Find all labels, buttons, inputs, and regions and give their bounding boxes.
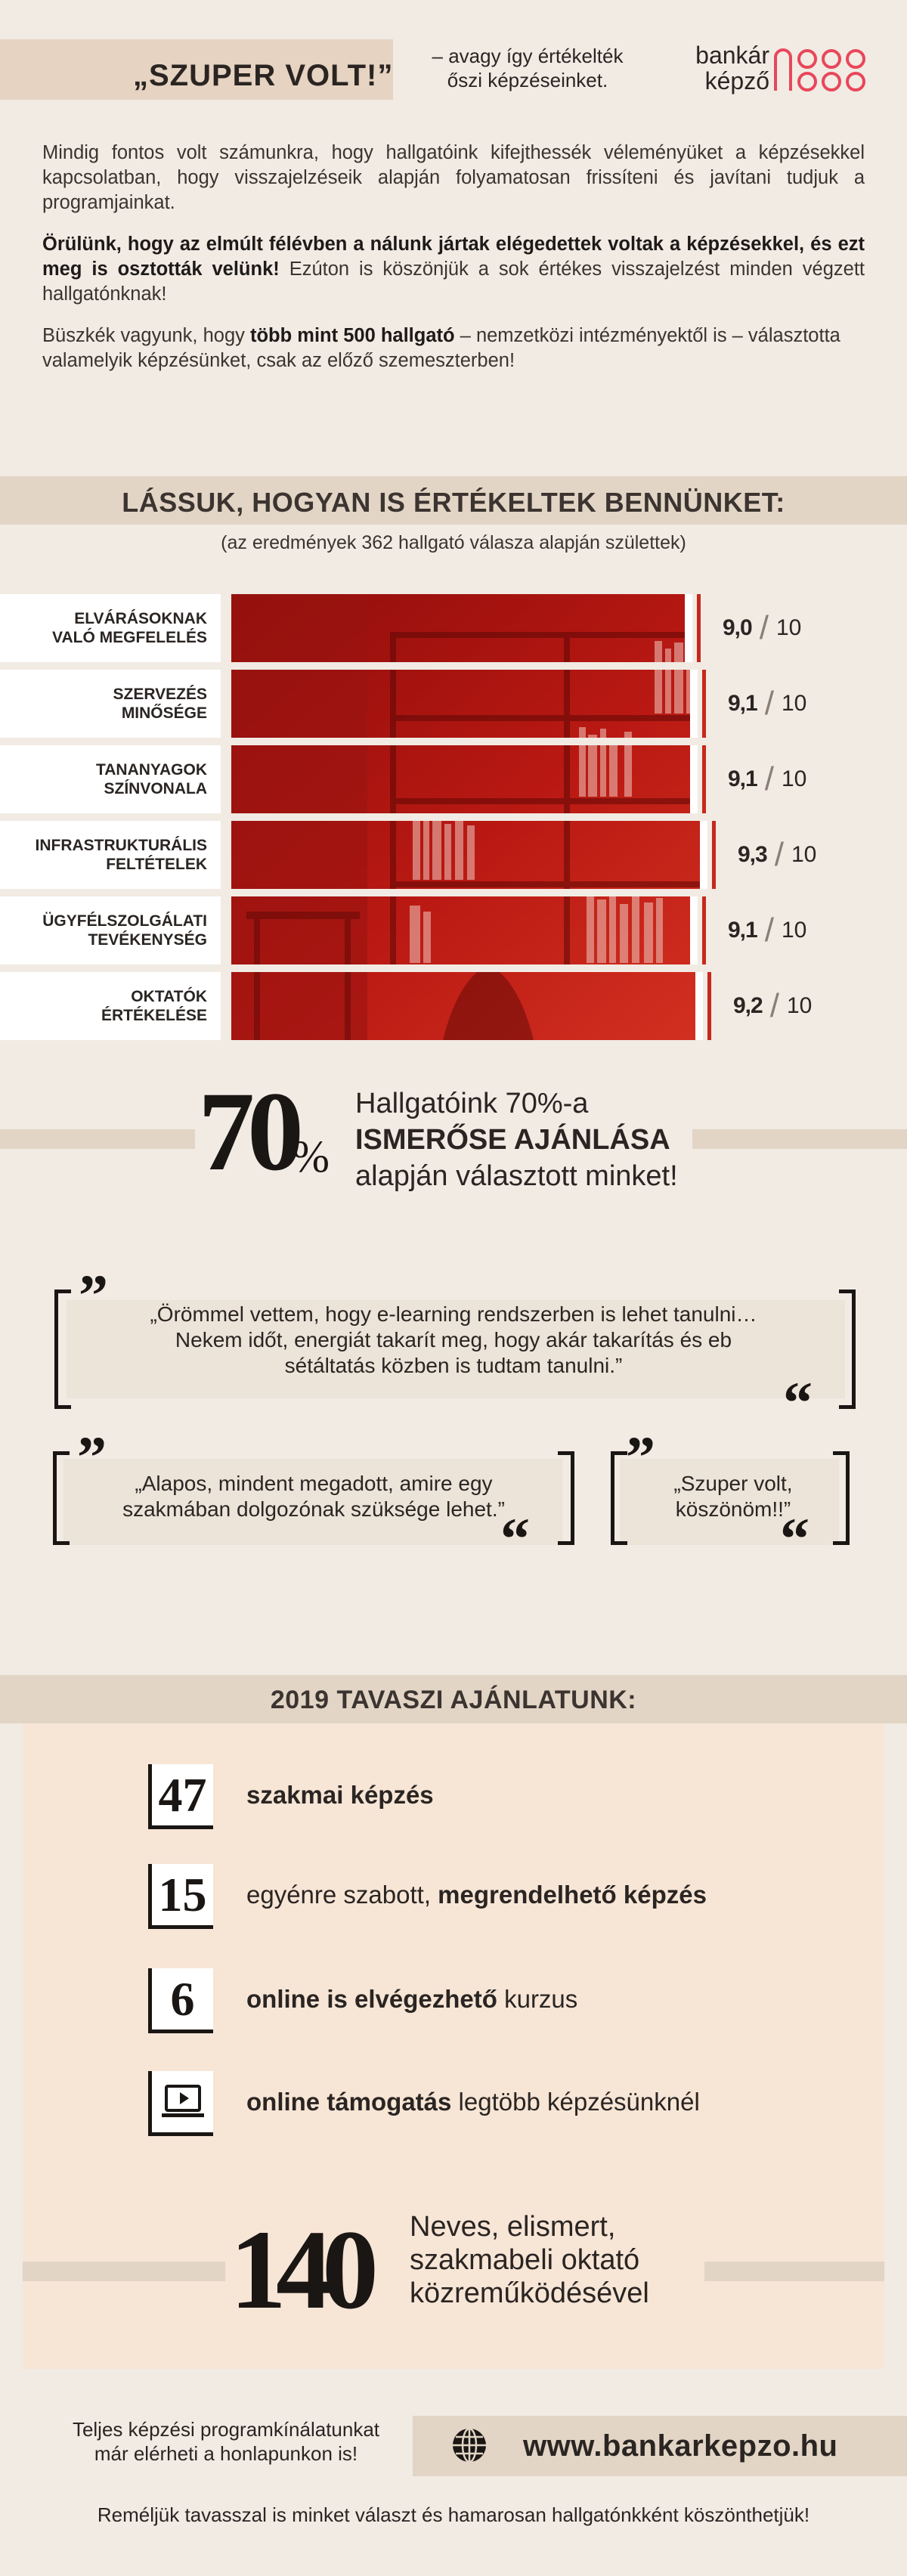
logo-text: [685, 42, 769, 94]
rating-score-max: 10: [781, 766, 807, 791]
quote-1-corner-left: [54, 1290, 71, 1293]
recommendation-band-left: [0, 1129, 195, 1149]
rating-score-value: 9,0: [723, 615, 752, 640]
quote-1-text: [83, 1302, 824, 1379]
rating-label-line1: SZERVEZÉS: [113, 686, 207, 703]
logo-mark-icon: [772, 47, 878, 95]
instructors-line3: közreműködésével: [410, 2277, 649, 2309]
quote-1-corner-right: [839, 1290, 856, 1293]
offer-label-1-bold: szakmai képzés: [246, 1781, 434, 1809]
rating-bar-edge-4: [700, 821, 707, 889]
rating-score-max: 10: [781, 918, 807, 943]
website-link[interactable]: www.bankarkepzo.hu: [523, 2429, 838, 2463]
instructors-number: 140: [230, 2207, 368, 2333]
subtitle-line2: őszi képzéseinket.: [447, 69, 608, 91]
rating-score-1: [723, 594, 801, 662]
rating-label-line1: TANANYAGOK: [95, 761, 207, 779]
intro-paragraph-2: [42, 232, 865, 307]
recommendation-line2: ISMERŐSE AJÁNLÁSA: [355, 1124, 670, 1156]
offer-label-2-bold: megrendelhető képzés: [438, 1881, 707, 1909]
instructors-line2: szakmabeli oktató: [410, 2244, 640, 2276]
rating-label-text-1: [52, 609, 207, 647]
quote-2-close-mark: “: [500, 1506, 530, 1571]
rating-label-line2: TEVÉKENYSÉG: [88, 931, 207, 949]
intro-p2-rest: Ezúton is köszönjük a sok értékes visszajelzést minden végzett hallgatónknak!: [42, 259, 865, 305]
rating-label-line1: OKTATÓK: [131, 988, 207, 1005]
rating-label-line1: ELVÁRÁSOKNAK: [74, 610, 207, 627]
instructors-text: [410, 2210, 649, 2310]
quote-1-line3: sétáltatás közben is tudtam tanulni.”: [284, 1354, 623, 1377]
offer-number-box-1: 47: [148, 1764, 213, 1829]
rating-label-5: [0, 896, 221, 964]
rating-bar-1: [697, 594, 701, 662]
rating-score-6: [733, 972, 812, 1040]
recommendation-text: [355, 1085, 678, 1194]
bankarkepzo-logo: [685, 42, 881, 98]
rating-bar-edge-6: [695, 972, 703, 1040]
ratings-subtitle: (az eredmények 362 hallgató válasza alapján születtek): [221, 532, 686, 553]
quote-3-line1: „Szuper volt,: [673, 1472, 793, 1495]
rating-bar-edge-5: [690, 896, 698, 964]
rating-score-2: [728, 670, 806, 738]
recommendation-percent-sign: %: [292, 1132, 330, 1181]
rating-score-value: 9,1: [728, 691, 757, 716]
rating-label-line1: INFRASTRUKTURÁLIS: [35, 837, 207, 854]
rating-label-2: [0, 670, 221, 738]
rating-bar-edge-1: [685, 594, 692, 662]
page-title: „SZUPER VOLT!”: [133, 59, 394, 92]
rating-bar-3: [702, 745, 706, 813]
footer-note: [48, 2417, 404, 2466]
rating-score-slash: /: [769, 987, 779, 1024]
rating-bar-edge-3: [690, 745, 698, 813]
recommendation-line3: alapján választott minket!: [355, 1160, 678, 1192]
quote-2-line1: „Alapos, mindent megadott, amire egy: [135, 1472, 493, 1495]
rating-label-3: [0, 745, 221, 813]
intro-text: [42, 141, 865, 390]
quote-1-close-mark: “: [783, 1370, 813, 1435]
intro-paragraph-3: [42, 324, 865, 373]
rating-score-5: [728, 896, 806, 964]
intro-paragraph-1: Mindig fontos volt számunkra, hogy hallgatóink kifejthessék véleményüket a képzésekkel kapcsolatban, hogy visszajelzéseik alapján folyamatosan frissíteni és javítani tudjuk a programjainkat.: [42, 142, 865, 213]
rating-score-3: [728, 745, 806, 813]
offer-number-box-3: 6: [148, 1968, 213, 2033]
rating-label-line2: ÉRTÉKELÉSE: [101, 1007, 207, 1024]
rating-label-line2: FELTÉTELEK: [106, 856, 207, 873]
offer-label-3: [246, 1985, 577, 2014]
intro-p3-bold: több mint 500 hallgató: [249, 325, 455, 346]
rating-label-text-5: [42, 912, 207, 949]
globe-icon: [450, 2426, 488, 2464]
offer-label-4: [246, 2088, 700, 2116]
rating-row-gap: [0, 813, 907, 821]
offer-number-box-2: 15: [148, 1864, 213, 1929]
rating-bar-4: [712, 821, 716, 889]
quote-1-line2: Nekem időt, energiát takarít meg, hogy akár takarítás és eb: [175, 1328, 732, 1351]
quote-2-line2: szakmában dolgozónak szüksége lehet.”: [122, 1497, 505, 1521]
logo-line2: képző: [704, 67, 769, 94]
rating-score-max: 10: [791, 842, 817, 867]
subtitle-line1: – avagy így értékelték: [432, 45, 624, 67]
footer-closing-text: Reméljük tavasszal is minket választ és hamarosan hallgatónkként köszönthetjük!: [97, 2503, 810, 2526]
rating-label-line1: ÜGYFÉLSZOLGÁLATI: [42, 912, 207, 930]
offer-icon-box-4: [148, 2071, 213, 2136]
rating-row-gap: [0, 889, 907, 896]
rating-label-1: [0, 594, 221, 662]
quote-3-open-mark: ”: [626, 1424, 655, 1490]
rating-label-text-3: [96, 760, 207, 798]
quote-3-close-mark: “: [780, 1506, 809, 1571]
recommendation-band-right: [692, 1129, 907, 1149]
intro-p2-bold: Örülünk, hogy az elmúlt félévben a nálunk jártak elégedettek voltak a képzésekkel, és ezt meg is osztották velünk!: [42, 234, 865, 280]
rating-label-text-2: [113, 685, 207, 723]
quote-2-open-mark: ”: [77, 1424, 107, 1490]
rating-score-value: 9,1: [728, 766, 757, 791]
offer-label-3-bold: online is elvégezhető: [246, 1985, 497, 2013]
rating-bar-5: [702, 896, 706, 964]
intro-p3-start: Büszkék vagyunk, hogy: [42, 325, 250, 346]
rating-score-slash: /: [759, 609, 769, 646]
quote-3-line2: köszönöm!!”: [675, 1497, 791, 1521]
offer-title: 2019 TAVASZI AJÁNLATUNK:: [270, 1686, 637, 1714]
quote-1-open-mark: ”: [79, 1262, 108, 1328]
rating-row-gap: [0, 964, 907, 972]
instructors-band-right: [704, 2262, 884, 2281]
rating-row-gap: [0, 662, 907, 670]
page-subtitle: [414, 44, 641, 92]
rating-score-value: 9,1: [728, 918, 757, 943]
quote-2-text: [76, 1471, 552, 1522]
quote-1-line1: „Örömmel vettem, hogy e-learning rendszerben is lehet tanulni…: [150, 1302, 757, 1326]
recommendation-line1: Hallgatóink 70%-a: [355, 1088, 589, 1119]
offer-label-2: [246, 1881, 707, 1909]
recommendation-number: 70: [198, 1069, 296, 1194]
intro-p3-rest: – nemzetközi intézményektől is – választotta valamelyik képzésünket, csak az előző szemeszterben!: [42, 325, 840, 371]
rating-bar-6: [707, 972, 711, 1040]
offer-label-4-rest: legtöbb képzésünknél: [451, 2088, 700, 2116]
offer-label-1: [246, 1781, 434, 1810]
rating-score-slash: /: [764, 685, 774, 722]
offer-label-3-rest: kurzus: [497, 1985, 578, 2013]
rating-score-4: [738, 821, 816, 889]
ratings-title: LÁSSUK, HOGYAN IS ÉRTÉKELTEK BENNÜNKET:: [122, 487, 785, 518]
quote-1-gap: [71, 1405, 839, 1410]
rating-score-slash: /: [774, 836, 784, 873]
logo-line1: bankár: [695, 42, 769, 69]
rating-label-6: [0, 972, 221, 1040]
rating-score-max: 10: [775, 615, 802, 640]
rating-row-gap: [0, 738, 907, 745]
instructors-line1: Neves, elismert,: [410, 2211, 616, 2243]
footer-note-line1: Teljes képzési programkínálatunkat: [72, 2418, 380, 2441]
footer-note-line2: már elérheti a honlapunkon is!: [94, 2442, 358, 2465]
rating-score-value: 9,3: [738, 842, 767, 867]
rating-score-slash: /: [764, 760, 774, 797]
rating-label-text-4: [36, 836, 207, 874]
rating-bar-2: [702, 670, 706, 738]
rating-score-slash: /: [764, 912, 774, 949]
offer-label-2-pre: egyénre szabott,: [246, 1881, 438, 1909]
rating-score-max: 10: [786, 993, 813, 1018]
instructors-band-left: [23, 2262, 225, 2281]
quote-3-text: [627, 1471, 839, 1522]
video-laptop-icon: [160, 2083, 206, 2121]
rating-score-value: 9,2: [733, 993, 763, 1018]
rating-score-max: 10: [781, 691, 807, 716]
rating-bar-edge-2: [690, 670, 698, 738]
rating-label-line2: VALÓ MEGFELELÉS: [52, 629, 207, 646]
rating-label-line2: SZÍNVONALA: [104, 780, 207, 797]
offer-label-4-bold: online támogatás: [246, 2088, 452, 2116]
rating-label-4: [0, 821, 221, 889]
rating-label-text-6: [101, 987, 207, 1025]
rating-label-line2: MINŐSÉGE: [121, 704, 207, 722]
